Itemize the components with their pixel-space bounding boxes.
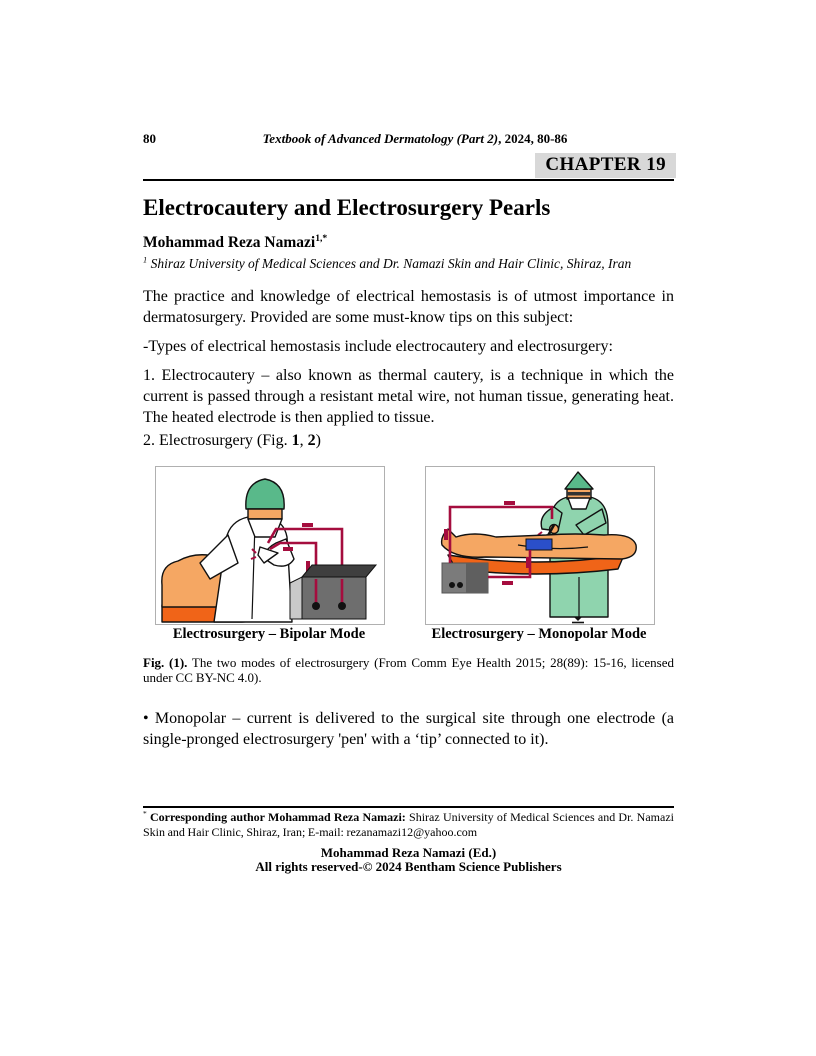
surgical-cap xyxy=(565,472,593,489)
page-header xyxy=(143,131,674,147)
author-superscript: 1,* xyxy=(315,232,328,244)
surgical-mask xyxy=(568,498,590,509)
fig-ref-suffix: ) xyxy=(315,432,321,449)
figure-monopolar-panel xyxy=(425,466,655,625)
chapter-label: CHAPTER 19 xyxy=(535,153,676,178)
fig-ref-prefix: 2. Electrosurgery (Fig. xyxy=(143,432,292,449)
surgical-cap xyxy=(246,479,284,509)
footnote-rule xyxy=(143,806,674,808)
paragraph-monopolar: • Monopolar – current is delivered to the surgical site through one electrode (a single-pronged electrosurgery 'pen' with a ‘tip’ connected to it). xyxy=(143,710,674,748)
dispersive-electrode-pad xyxy=(526,539,552,550)
footer-editor-line: Mohammad Reza Namazi (Ed.) xyxy=(320,845,497,860)
paragraph-types: -Types of electrical hemostasis include electrocautery and electrosurgery: xyxy=(143,338,613,355)
header-rule xyxy=(143,179,674,181)
chapter-title: Electrocautery and Electrosurgery Pearls xyxy=(143,195,551,220)
running-title-italic: Textbook of Advanced Dermatology (Part 2) xyxy=(262,131,499,146)
fig-ref-separator: , xyxy=(299,432,308,449)
footnote-marker: * xyxy=(143,809,147,818)
footnote-rest: Shiraz University of Medical Sciences and Dr. Namazi Skin and Hair Clinic, Shiraz, Iran; E-mail: rezanamazi12@yahoo.com xyxy=(143,810,674,839)
paragraph-electrocautery: 1. Electrocautery – also known as thermal cautery, is a technique in which the current is passed through a resistant metal wire, not human tissue, generating heat. The heated electrode is then applied to tissue. xyxy=(143,367,674,426)
paragraph-intro: The practice and knowledge of electrical hemostasis is of utmost importance in dermatosurgery. Provided are some must-know tips on this subject: xyxy=(143,288,674,326)
electrosurgical-unit xyxy=(442,563,488,593)
figure-caption-text: The two modes of electrosurgery (From Comm Eye Health 2015; 28(89): 15-16, licensed under CC BY-NC 4.0). xyxy=(143,655,674,685)
footer-rights-line: All rights reserved-© 2024 Bentham Science Publishers xyxy=(255,859,562,874)
running-title xyxy=(156,131,674,147)
page-number: 80 xyxy=(143,131,156,146)
fig-ref-1: 1 xyxy=(291,432,300,449)
paragraph-electrosurgery xyxy=(143,430,674,451)
figure-caption-label: Fig. (1). xyxy=(143,655,188,670)
fig-ref-2: 2 xyxy=(307,432,316,449)
footnote-bold: Corresponding author Mohammad Reza Namazi: xyxy=(146,810,406,824)
electrosurgical-unit xyxy=(290,565,376,619)
figure-bipolar-panel xyxy=(155,466,385,625)
eye-shield xyxy=(567,492,591,496)
bipolar-figure-label: Electrosurgery – Bipolar Mode xyxy=(172,626,366,642)
figure-caption xyxy=(143,655,674,685)
monopolar-mode-illustration xyxy=(426,467,654,624)
page-footer xyxy=(143,846,674,874)
monopolar-figure-label: Electrosurgery – Monopolar Mode xyxy=(431,626,647,642)
affiliation-text: Shiraz University of Medical Sciences and Dr. Namazi Skin and Hair Clinic, Shiraz, Iran xyxy=(147,256,632,271)
author-line xyxy=(143,234,674,252)
bipolar-mode-illustration xyxy=(156,467,384,624)
running-title-rest: , 2024, 80-86 xyxy=(498,131,568,146)
affiliation-superscript: 1 xyxy=(143,255,148,265)
author-name: Mohammad Reza Namazi xyxy=(143,234,316,251)
corresponding-author-footnote xyxy=(143,810,674,840)
affiliation-line xyxy=(143,256,674,272)
